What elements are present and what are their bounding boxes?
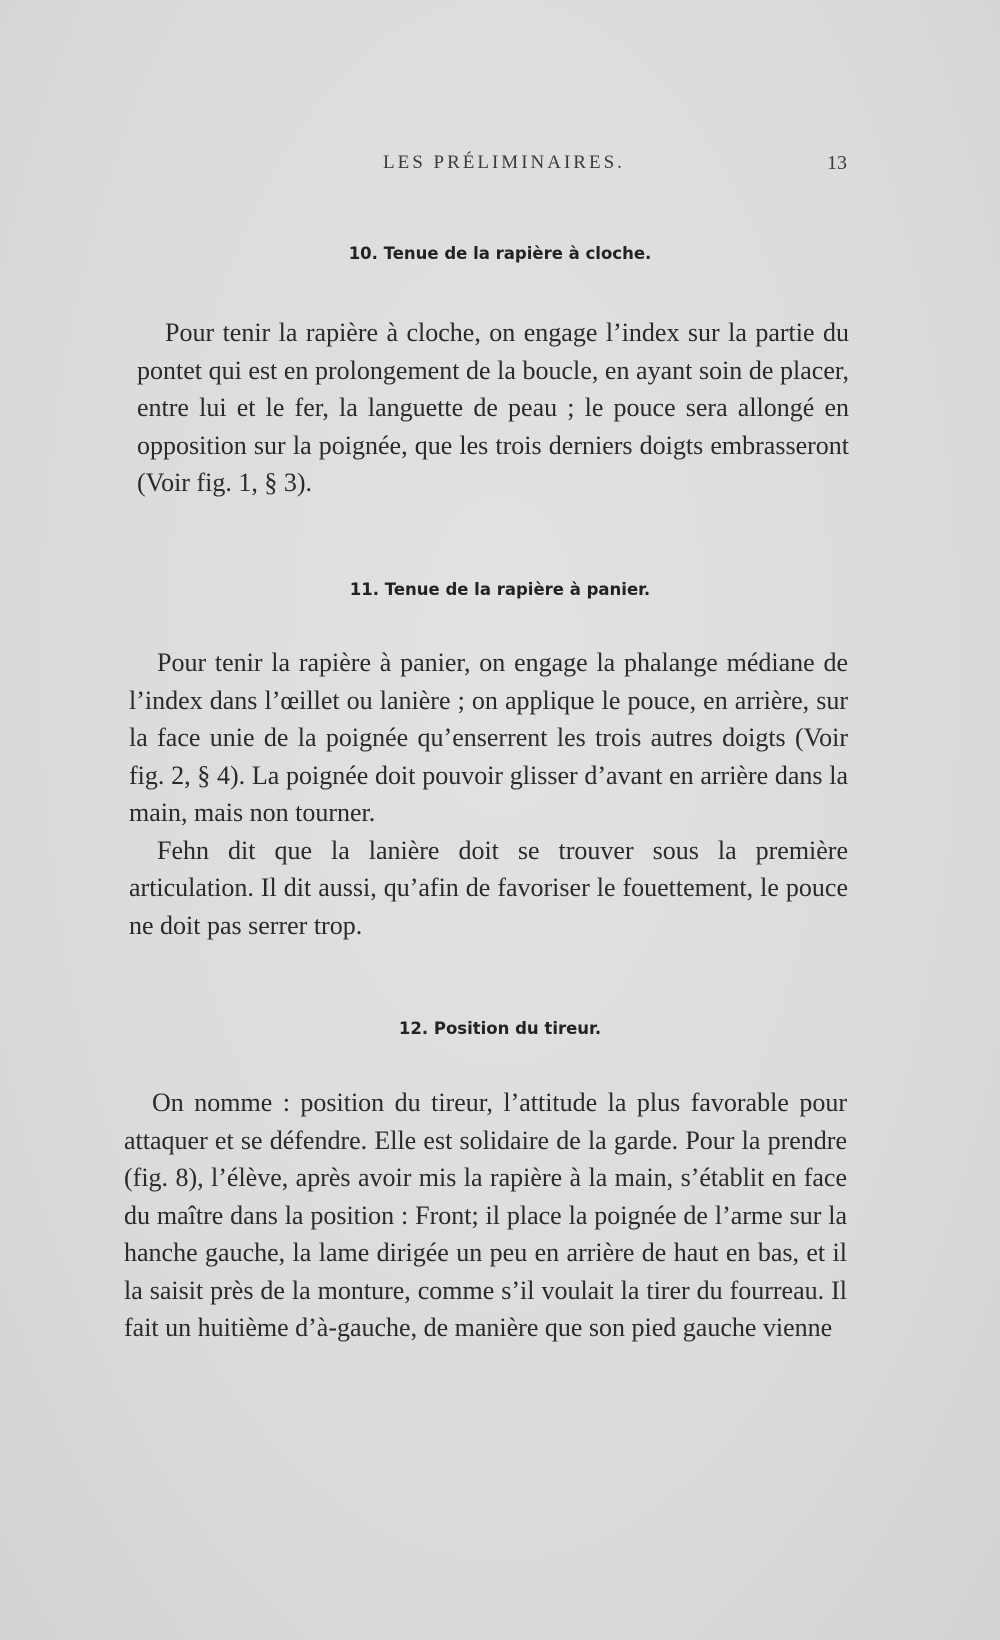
section-heading-11: 11. Tenue de la rapière à panier.: [349, 580, 651, 599]
section-11-body: [129, 644, 848, 944]
page-number: 13: [827, 152, 847, 174]
paragraph: Pour tenir la rapière à cloche, on engage l’index sur la partie du pontet qui est en prolongement de la boucle, en ayant soin de placer, entre lui et le fer, la languette de peau ; le pouce sera allongé en opposition sur la poignée, que les trois derniers doigts embrasseront (Voir fig. 1, § 3).: [137, 318, 849, 497]
section-10-body: [137, 314, 849, 502]
running-head: [0, 152, 1000, 182]
paragraph: Fehn dit que la lanière doit se trouver sous la première articulation. Il dit aussi, qu’afin de favoriser le fouettement, le pouce ne doit pas serrer trop.: [129, 835, 848, 940]
paragraph: Pour tenir la rapière à panier, on engage la phalange médiane de l’index dans l’œillet ou lanière ; on applique le pouce, en arrière, sur la face unie de la poignée qu’enserrent les trois autres doigts (Voir fig. 2, § 4). La poignée doit pouvoir glisser d’avant en arrière dans la main, mais non tourner.: [129, 648, 848, 827]
running-title: LES PRÉLIMINAIRES.: [383, 152, 625, 173]
section-heading-12: 12. Position du tireur.: [398, 1019, 602, 1038]
paragraph: On nomme : position du tireur, l’attitude la plus favorable pour attaquer et se défendre. Elle est solidaire de la garde. Pour la prendre (fig. 8), l’élève, après avoir mis la rapière à la main, s’établit en face du maître dans la position : Front; il place la poignée de l’arme sur la hanche gauche, la lame dirigée un peu en arrière de haut en bas, et il la saisit près de la monture, comme s’il voulait la tirer du fourreau. Il fait un huitième d’à-gauche, de manière que son pied gauche vienne: [124, 1088, 847, 1342]
section-heading-10: 10. Tenue de la rapière à cloche.: [348, 244, 652, 263]
section-12-body: [124, 1084, 847, 1347]
